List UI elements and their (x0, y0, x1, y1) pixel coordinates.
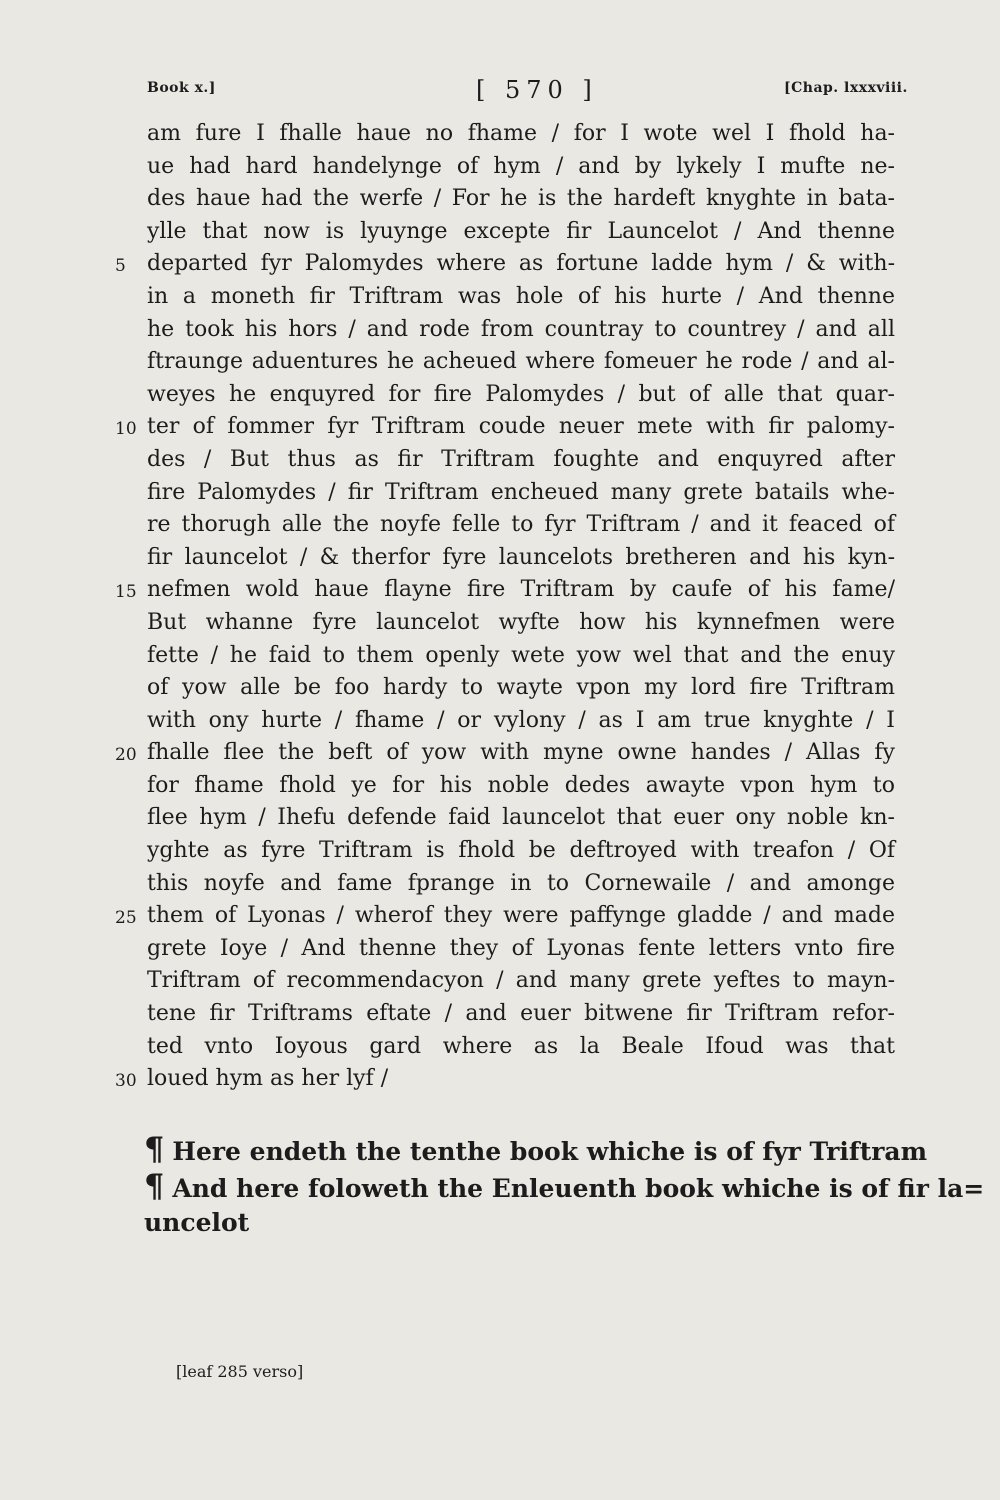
text-line: loued hym as her lyf / (147, 1066, 389, 1092)
running-head-book: Book x.] (147, 80, 216, 96)
text-line: with ony hurte / fhame / or vylony / as I am true knyghte / I (147, 707, 895, 733)
colophon (144, 1130, 985, 1240)
running-head-chapter: [Chap. lxxxviii. (784, 80, 908, 96)
text-line: nefmen wold haue flayne fire Triftram by caufe of his fame/ (147, 577, 895, 603)
line-number: 15 (115, 582, 137, 603)
text-line: ylle that now is lyuynge excepte fir Launcelot / And thenne (147, 218, 895, 244)
text-line: des / But thus as fir Triftram foughte and enquyred after (147, 446, 895, 472)
text-line: he took his hors / and rode from countray to countrey / and all (147, 316, 895, 342)
text-line: ter of fommer fyr Triftram coude neuer mete with fir palomy- (147, 414, 895, 440)
text-line: fette / he faid to them openly wete yow wel that and the enuy (147, 642, 895, 668)
pilcrow-icon: ¶ (144, 1167, 165, 1205)
text-line: this noyfe and fame fprange in to Cornewaile / and amonge (147, 870, 895, 896)
text-line: But whanne fyre launcelot wyfte how his kynnefmen were (147, 609, 895, 635)
text-line: fhalle flee the beft of yow with myne owne handes / Allas fy (147, 740, 895, 766)
text-line: tene fir Triftrams eftate / and euer bitwene fir Triftram refor- (147, 1001, 895, 1027)
text-line: ftraunge aduentures he acheued where fomeuer he rode / and al- (147, 349, 895, 375)
text-line: ue had hard handelynge of hym / and by lykely I mufte ne- (147, 153, 895, 179)
line-number: 5 (115, 256, 126, 277)
text-line: yghte as fyre Triftram is fhold be deftroyed with treafon / Of (147, 838, 895, 864)
colophon-line-1: ¶ Here endeth the tenthe book whiche is of fyr Triftram (144, 1130, 928, 1168)
text-line: Triftram of recommendacyon / and many grete yeftes to mayn- (147, 968, 895, 994)
body-text (147, 118, 895, 1096)
text-line: weyes he enquyred for fire Palomydes / but of alle that quar- (147, 381, 895, 407)
colophon-line-3: uncelot (144, 1208, 250, 1237)
text-line: ted vnto Ioyous gard where as la Beale Ifoud was that (147, 1033, 895, 1059)
text-line: re thorugh alle the noyfe felle to fyr Triftram / and it feaced of (147, 512, 895, 538)
line-number: 10 (115, 419, 137, 440)
text-line: grete Ioye / And thenne they of Lyonas fente letters vnto fire (147, 935, 895, 961)
text-line: am fure I fhalle haue no fhame / for I wote wel I fhold ha- (147, 121, 895, 146)
text-line: of yow alle be foo hardy to wayte vpon my lord fire Triftram (147, 675, 895, 701)
text-line: des haue had the werfe / For he is the hardeft knyghte in bata- (147, 186, 895, 212)
text-line: in a moneth fir Triftram was hole of his hurte / And thenne (147, 283, 895, 309)
colophon-line-2: ¶ And here foloweth the Enleuenth book whiche is of fir la= (144, 1167, 985, 1205)
text-line: departed fyr Palomydes where as fortune ladde hym / & with- (147, 251, 895, 277)
text-line: flee hym / Ihefu defende faid launcelot that euer ony noble kn- (147, 805, 895, 831)
text-line: fir launcelot / & therfor fyre launcelots bretheren and his kyn- (147, 544, 895, 570)
line-number: 30 (115, 1071, 137, 1092)
line-number: 25 (115, 908, 137, 929)
pilcrow-icon: ¶ (144, 1130, 165, 1168)
text-line: fire Palomydes / fir Triftram encheued many grete batails whe- (147, 479, 895, 505)
page-number: [ 570 ] (476, 76, 598, 104)
text-line: for fhame fhold ye for his noble dedes awayte vpon hym to (147, 772, 895, 798)
text-line: them of Lyonas / wherof they were paffynge gladde / and made (147, 903, 895, 929)
leaf-signature: [leaf 285 verso] (176, 1362, 304, 1381)
line-number: 20 (115, 745, 137, 766)
